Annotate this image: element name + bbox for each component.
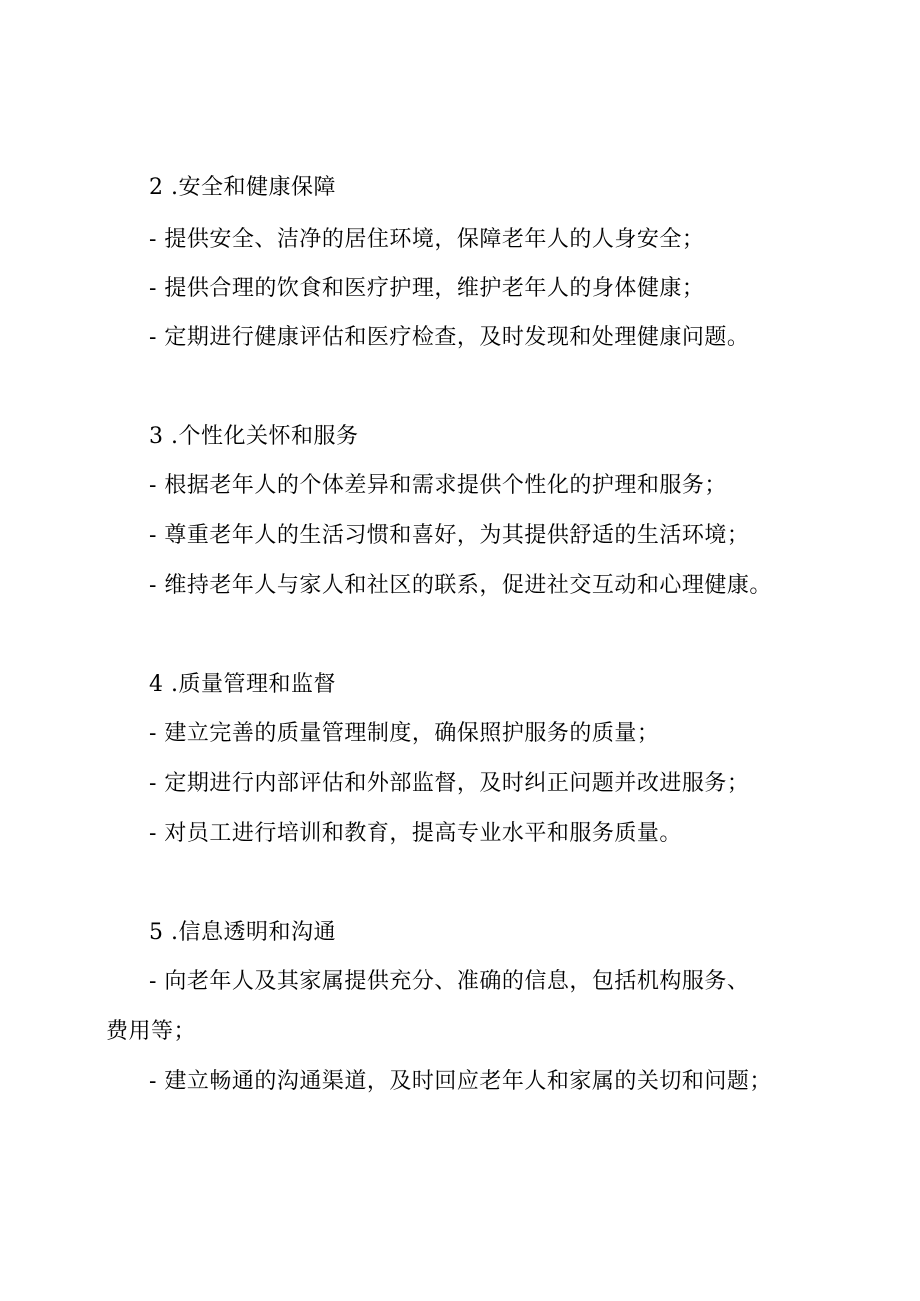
section-4-heading: 4 .质量管理和监督 bbox=[149, 672, 336, 697]
section-3-item-3: - 维持老年人与家人和社区的联系，促进社交互动和心理健康。 bbox=[149, 573, 772, 598]
section-4-item-1: - 建立完善的质量管理制度，确保照护服务的质量； bbox=[149, 721, 660, 746]
section-3-heading: 3 .个性化关怀和服务 bbox=[149, 424, 359, 449]
section-2-item-2: - 提供合理的饮食和医疗护理，维护老年人的身体健康； bbox=[149, 276, 705, 301]
section-5-item-1-continuation: 费用等； bbox=[106, 1019, 197, 1044]
section-5-item-2: - 建立畅通的沟通渠道，及时回应老年人和家属的关切和问题； bbox=[149, 1069, 772, 1094]
section-3-item-1: - 根据老年人的个体差异和需求提供个性化的护理和服务； bbox=[149, 473, 727, 498]
section-2-item-1: - 提供安全、洁净的居住环境，保障老年人的人身安全； bbox=[149, 227, 705, 252]
section-4-item-2: - 定期进行内部评估和外部监督，及时纠正问题并改进服务； bbox=[149, 771, 750, 796]
section-5-item-1: - 向老年人及其家属提供充分、准确的信息，包括机构服务、 bbox=[149, 969, 750, 994]
section-2-item-3: - 定期进行健康评估和医疗检查，及时发现和处理健康问题。 bbox=[149, 325, 750, 350]
section-5-heading: 5 .信息透明和沟通 bbox=[149, 920, 336, 945]
section-3-item-2: - 尊重老年人的生活习惯和喜好，为其提供舒适的生活环境； bbox=[149, 523, 750, 548]
section-4-item-3: - 对员工进行培训和教育，提高专业水平和服务质量。 bbox=[149, 821, 682, 846]
section-2-heading: 2 .安全和健康保障 bbox=[149, 175, 336, 200]
